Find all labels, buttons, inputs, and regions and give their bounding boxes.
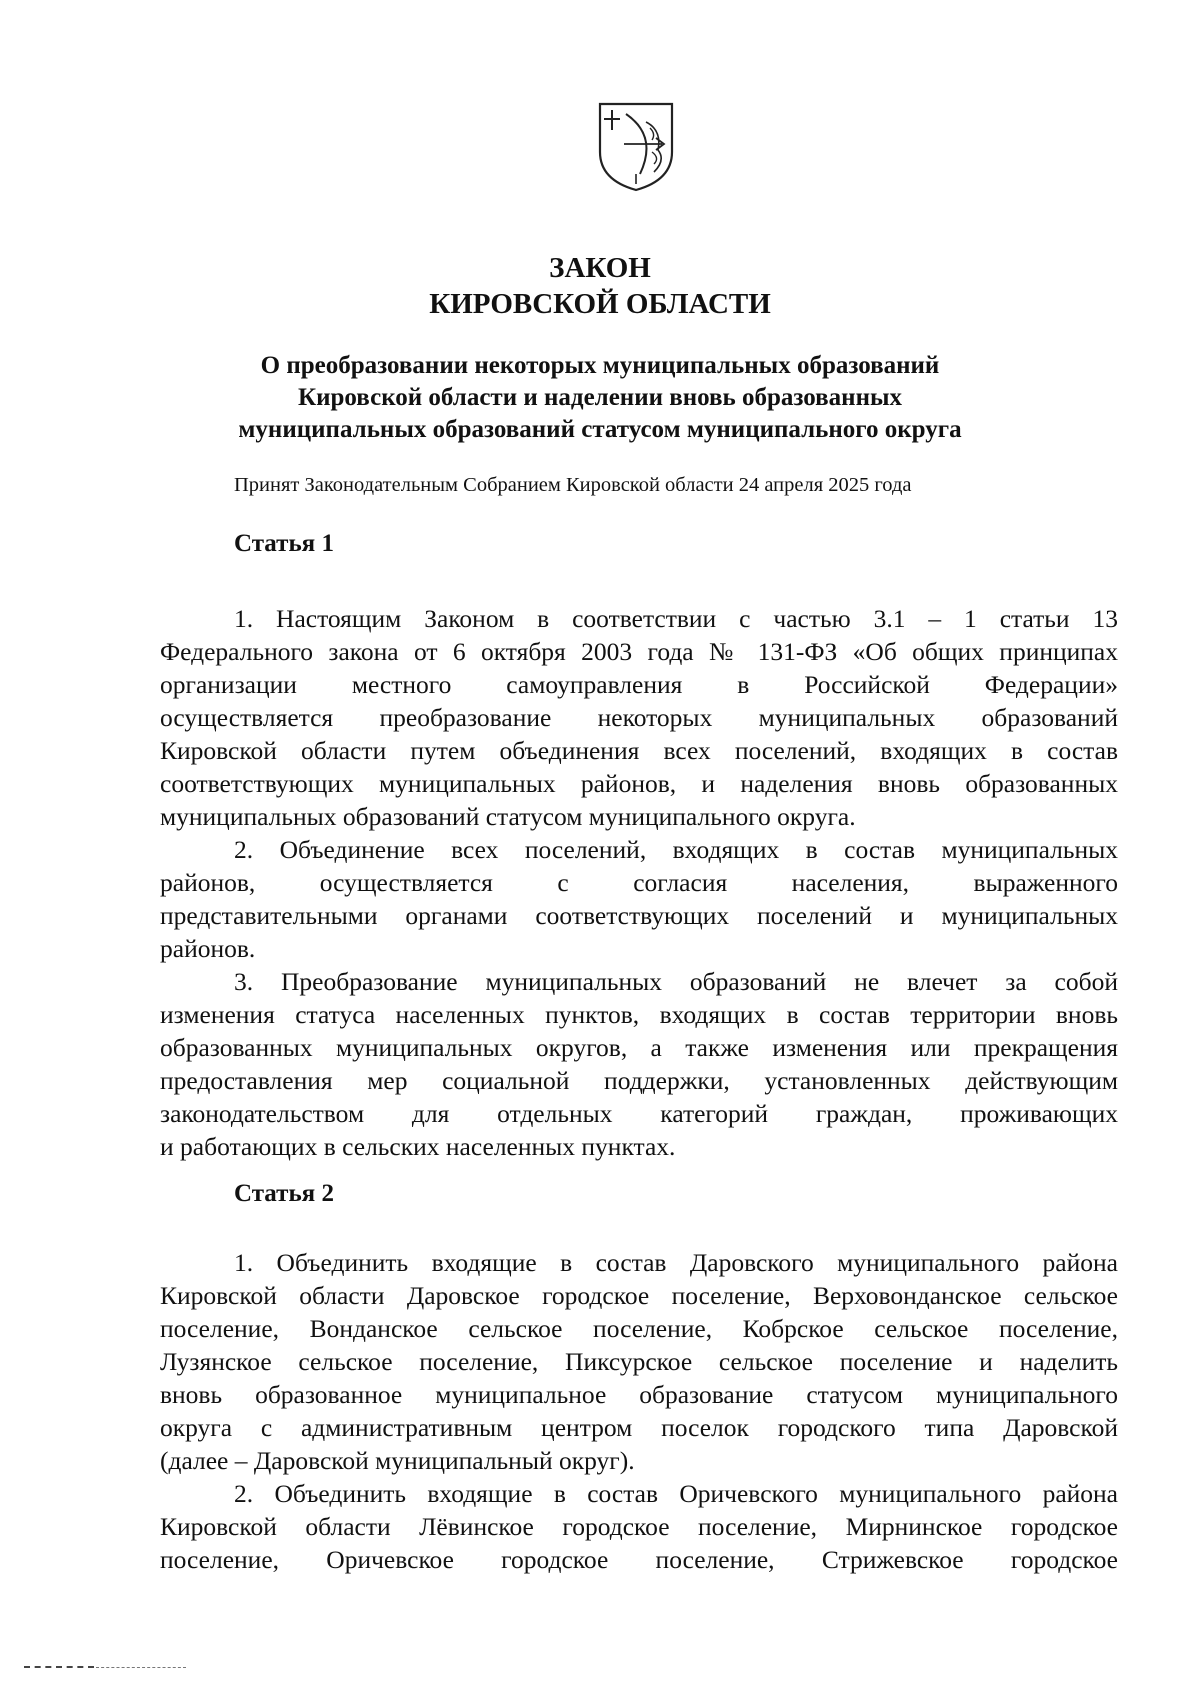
text-line: поселение, Оричевское городское поселение, Стрижевское городское <box>160 1545 1118 1574</box>
text-line: районов, осуществляется с согласия населения, выраженного <box>160 868 1118 897</box>
paragraph <box>160 965 1118 1163</box>
text-line: предоставления мер социальной поддержки, установленных действующим <box>160 1066 1118 1095</box>
text-line: представительными органами соответствующих поселений и муниципальных <box>160 901 1118 930</box>
text-line: Кировской области путем объединения всех поселений, входящих в состав <box>160 736 1118 765</box>
scan-artifact-divider <box>96 1667 186 1668</box>
adoption-note: Принят Законодательным Собранием Кировской области 24 апреля 2025 года <box>234 474 912 496</box>
text-line: образованных муниципальных округов, а также изменения или прекращения <box>160 1033 1118 1062</box>
kirov-coat-of-arms-icon <box>596 100 676 192</box>
law-title: ЗАКОН <box>549 252 651 284</box>
text-line: поселение, Вонданское сельское поселение, Кобрское сельское поселение, <box>160 1314 1118 1343</box>
law-subtitle <box>0 350 1200 446</box>
text-line: (далее – Даровской муниципальный округ). <box>160 1446 635 1475</box>
text-line: 2. Объединить входящие в состав Оричевского муниципального района <box>234 1479 1118 1508</box>
subtitle-line: Кировской области и наделении вновь образованных <box>297 384 903 411</box>
article-2-body <box>160 1246 1118 1576</box>
text-line: муниципальных образований статусом муниципального округа. <box>160 802 856 831</box>
text-line: Лузянское сельское поселение, Пиксурское сельское поселение и наделить <box>160 1347 1118 1376</box>
text-line: изменения статуса населенных пунктов, входящих в состав территории вновь <box>160 1000 1118 1029</box>
article-1-body <box>160 602 1118 1163</box>
article-2-heading: Статья 2 <box>234 1180 334 1207</box>
text-line: вновь образованное муниципальное образование статусом муниципального <box>160 1380 1118 1409</box>
text-line: округа с административным центром поселок городского типа Даровской <box>160 1413 1118 1442</box>
scan-artifact-divider <box>24 1666 94 1668</box>
paragraph <box>160 1477 1118 1576</box>
text-line: Федерального закона от 6 октября 2003 года № 131-ФЗ «Об общих принципах <box>160 637 1118 666</box>
paragraph <box>160 833 1118 965</box>
text-line: районов. <box>160 934 256 963</box>
text-line: 2. Объединение всех поселений, входящих в состав муниципальных <box>234 835 1118 864</box>
text-line: соответствующих муниципальных районов, и наделения вновь образованных <box>160 769 1118 798</box>
subtitle-line: муниципальных образований статусом муниципального округа <box>238 416 962 443</box>
text-line: Кировской области Даровское городское поселение, Верховонданское сельское <box>160 1281 1118 1310</box>
text-line: 1. Настоящим Законом в соответствии с частью 3.1 – 1 статьи 13 <box>234 604 1118 633</box>
text-line: организации местного самоуправления в Российской Федерации» <box>160 670 1118 699</box>
text-line: законодательством для отдельных категорий граждан, проживающих <box>160 1099 1118 1128</box>
paragraph <box>160 1246 1118 1477</box>
subtitle-line: О преобразовании некоторых муниципальных образований <box>260 352 940 379</box>
law-region-title: КИРОВСКОЙ ОБЛАСТИ <box>429 288 771 320</box>
text-line: и работающих в сельских населенных пунктах. <box>160 1132 676 1161</box>
text-line: Кировской области Лёвинское городское поселение, Мирнинское городское <box>160 1512 1118 1541</box>
text-line: 1. Объединить входящие в состав Даровского муниципального района <box>234 1248 1118 1277</box>
paragraph <box>160 602 1118 833</box>
text-line: 3. Преобразование муниципальных образований не влечет за собой <box>234 967 1118 996</box>
article-1-heading: Статья 1 <box>234 530 334 557</box>
text-line: осуществляется преобразование некоторых муниципальных образований <box>160 703 1118 732</box>
